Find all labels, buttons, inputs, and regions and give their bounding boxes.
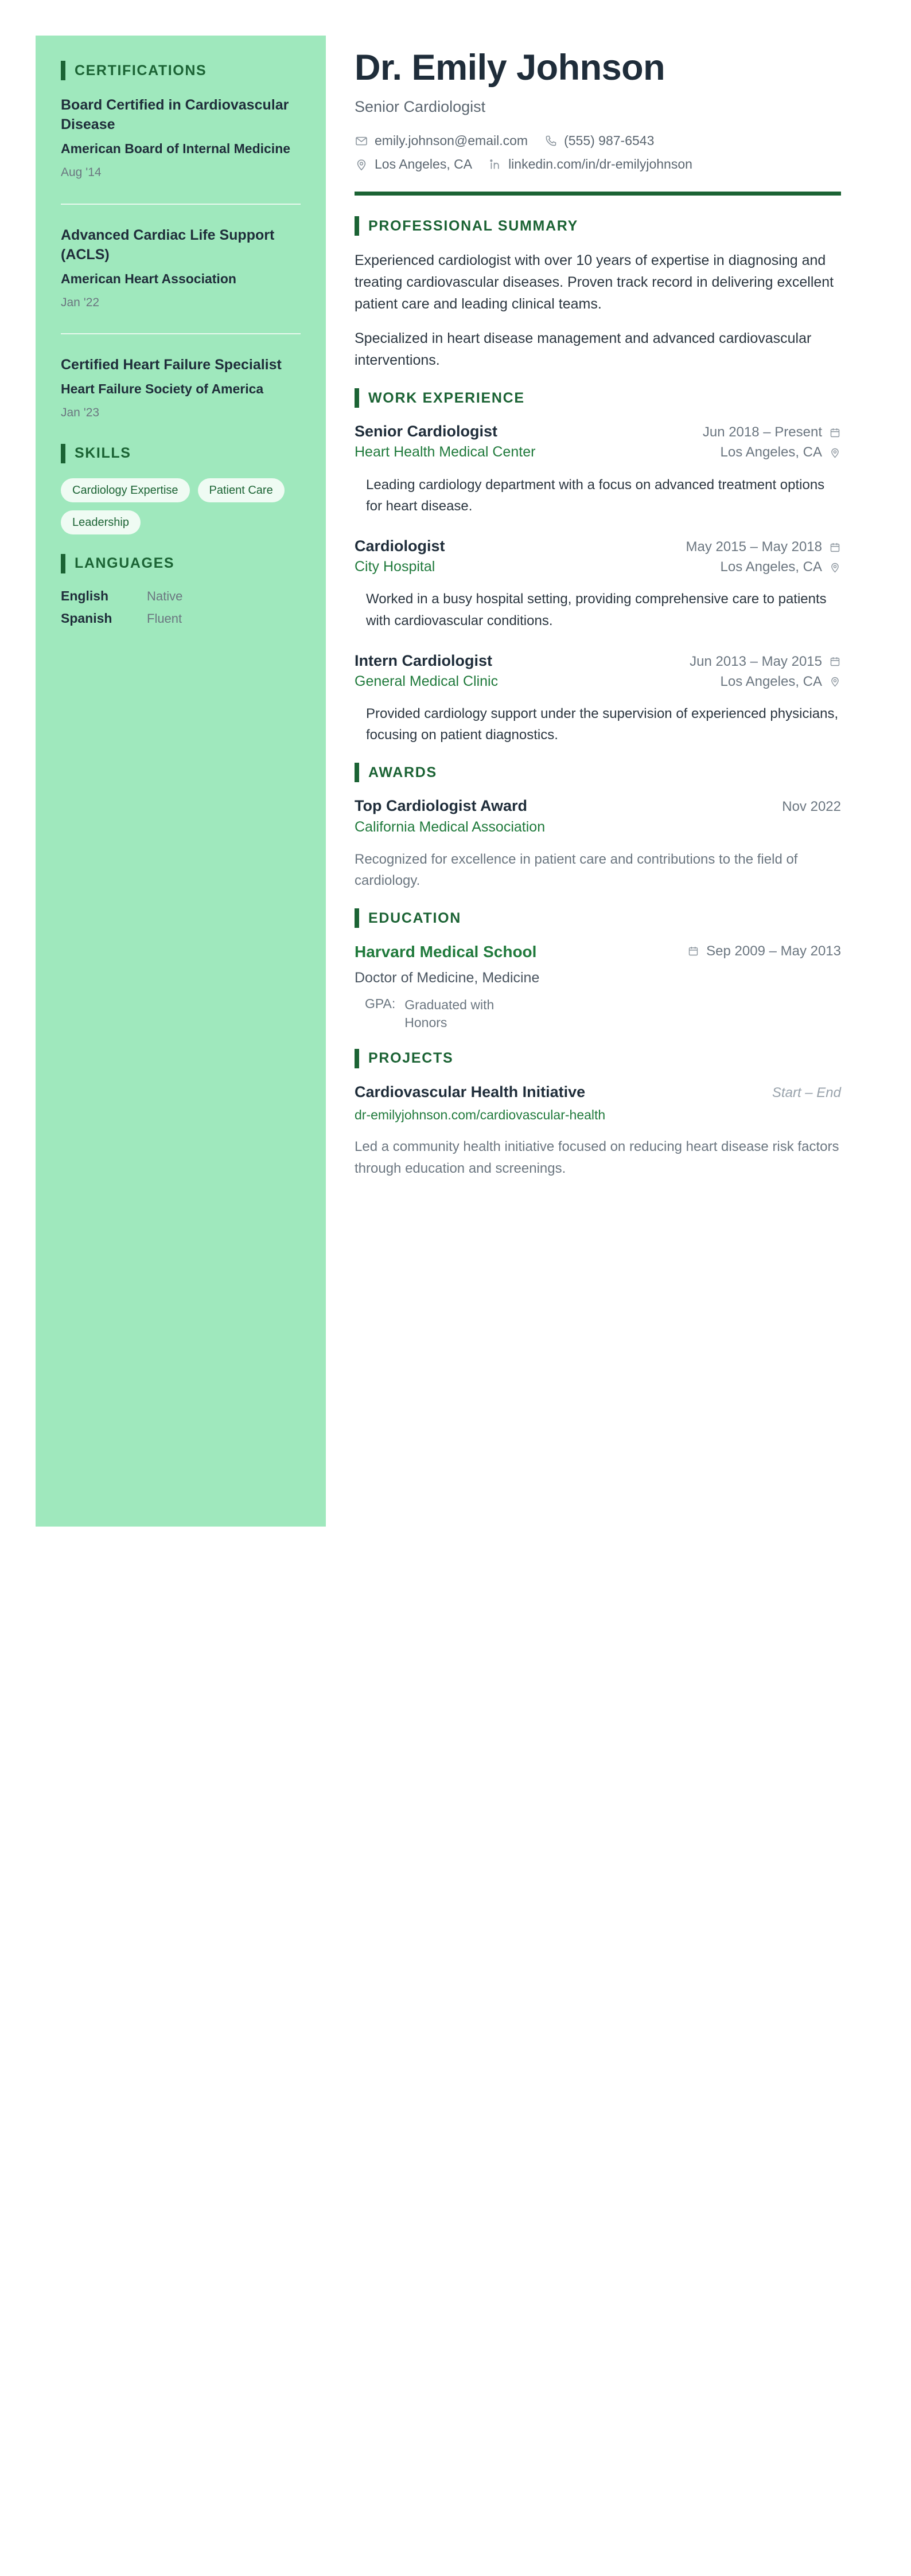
location-pin-icon [829,561,841,573]
education-gpa-row [355,996,841,1032]
work-dates [686,539,841,555]
work-description: Provided cardiology support under the supervision of experienced physicians, focusing on patient diagnostics. [366,706,839,743]
work-description: Worked in a busy hospital setting, providing comprehensive care to patients with cardiovascular conditions. [366,591,827,629]
header-divider [355,192,841,196]
project-title: Cardiovascular Health Initiative [355,1083,586,1100]
language-level: Native [147,588,183,603]
summary-paragraph: Experienced cardiologist with over 10 years of expertise in diagnosing and treating cardiovascular diseases. Proven track record in delivering excellent patient care and leading clinical teams. [355,252,834,313]
calendar-icon [687,945,699,957]
skill-pill: Patient Care [198,478,285,502]
phone-icon [544,134,558,148]
work-heading [355,388,841,408]
education-degree: Doctor of Medicine, Medicine [355,969,540,986]
contact-email-value: emily.johnson@email.com [375,133,528,149]
work-location [721,674,841,690]
location-pin-icon [829,447,841,459]
calendar-icon [829,427,841,439]
work-entry-org-row [355,556,841,577]
work-entry-title-row [355,536,841,556]
language-name: Spanish [61,610,112,626]
divider [61,333,301,334]
certification-item [61,355,301,424]
contact-location-value: Los Angeles, CA [375,157,473,172]
accent-bar [355,908,359,928]
award-title: Top Cardiologist Award [355,797,528,815]
education-school: Harvard Medical School [355,943,537,961]
languages-heading-label: LANGUAGES [75,555,175,572]
skills-heading [61,444,301,463]
project-url[interactable]: dr-emilyjohnson.com/cardiovascular-health [355,1107,606,1122]
calendar-icon [829,655,841,668]
work-job-title: Intern Cardiologist [355,651,493,669]
education-gpa-value: Graduated with Honors [404,997,495,1030]
project-date-range: Start – End [772,1084,841,1100]
award-entry [355,796,841,891]
work-heading-label: WORK EXPERIENCE [368,389,525,406]
work-company: General Medical Clinic [355,673,499,689]
certification-name: Board Certified in Cardiovascular Disease [61,97,289,132]
contact-linkedin[interactable] [488,157,692,172]
language-name: English [61,588,109,603]
work-location [721,444,841,460]
certification-name: Advanced Cardiac Life Support (ACLS) [61,227,275,263]
accent-bar [61,444,65,463]
candidate-name: Dr. Emily Johnson [355,48,665,88]
accent-bar [355,763,359,782]
work-entry-title-row [355,651,841,671]
skills-heading-label: SKILLS [75,445,131,462]
certification-item [61,95,301,184]
work-entry-title-row [355,421,841,442]
work-entry-org-row [355,671,841,692]
work-entry-org-row [355,442,841,462]
projects-heading [355,1049,841,1068]
candidate-headline: Senior Cardiologist [355,98,486,116]
accent-bar [355,1049,359,1068]
contact-row-secondary [355,157,841,172]
work-entry [355,651,841,746]
language-level: Fluent [147,611,182,626]
sidebar-section-skills [61,444,301,534]
main-content [326,36,875,1196]
divider [61,204,301,205]
work-dates-value: Jun 2018 – Present [702,424,822,440]
project-description: Led a community health initiative focused on reducing heart disease risk factors through education and screenings. [355,1139,839,1176]
project-title-row [355,1082,841,1102]
contact-linkedin-value: linkedin.com/in/dr-emilyjohnson [508,157,692,172]
section-awards [355,763,841,891]
sidebar [36,36,326,1527]
certification-item [61,225,301,314]
accent-bar [61,554,65,573]
awards-heading [355,763,841,782]
envelope-icon [355,134,368,148]
contact-row-primary [355,133,841,149]
languages-heading [61,554,301,573]
project-entry [355,1082,841,1179]
work-location-value: Los Angeles, CA [720,673,822,689]
contact-location [355,157,472,172]
award-date-value: Nov 2022 [782,799,841,815]
certification-issuer: Heart Failure Society of America [61,381,264,397]
contact-phone-value: (555) 987-6543 [564,133,655,149]
certification-date: Aug '14 [61,166,102,179]
award-description: Recognized for excellence in patient care and contributions to the field of cardiology. [355,851,798,888]
education-gpa-label: GPA: [365,996,396,1011]
skill-pill: Cardiology Expertise [61,478,190,502]
certification-issuer: American Board of Internal Medicine [61,141,291,156]
education-dates [687,943,841,959]
work-company: City Hospital [355,559,435,575]
section-projects [355,1049,841,1179]
awards-heading-label: AWARDS [368,764,437,780]
contact-phone[interactable] [544,133,654,149]
work-job-title: Senior Cardiologist [355,423,498,440]
work-dates [690,654,841,670]
sidebar-section-certifications [61,61,301,424]
work-entry [355,421,841,517]
certifications-heading [61,61,301,80]
education-dates-value: Sep 2009 – May 2013 [706,943,841,959]
accent-bar [355,388,359,408]
resume-body [36,36,875,1527]
language-row [61,611,301,626]
language-row [61,588,301,604]
summary-heading [355,216,841,236]
certification-date: Jan '22 [61,295,100,309]
education-entry [355,942,841,1032]
award-issuer: California Medical Association [355,818,546,835]
work-job-title: Cardiologist [355,537,445,555]
accent-bar [61,61,65,80]
education-title-row [355,942,841,962]
certifications-heading-label: CERTIFICATIONS [75,62,207,79]
work-dates-value: May 2015 – May 2018 [686,539,822,555]
section-professional-summary [355,216,841,371]
work-location-value: Los Angeles, CA [720,444,822,460]
certification-date: Jan '23 [61,406,100,420]
award-date [782,799,841,815]
work-location [721,559,841,575]
accent-bar [355,216,359,236]
projects-heading-label: PROJECTS [368,1050,454,1067]
skills-list [61,478,301,534]
section-education [355,908,841,1032]
location-pin-icon [355,158,368,171]
certification-name: Certified Heart Failure Specialist [61,357,282,373]
award-title-row [355,796,841,816]
linkedin-icon [488,158,502,171]
summary-paragraph: Specialized in heart disease management and advanced cardiovascular interventions. [355,330,812,369]
summary-heading-label: PROFESSIONAL SUMMARY [368,217,578,234]
calendar-icon [829,541,841,553]
education-heading-label: EDUCATION [368,910,462,926]
contact-email[interactable] [355,133,528,149]
education-heading [355,908,841,928]
work-company: Heart Health Medical Center [355,444,536,460]
work-description: Leading cardiology department with a focus on advanced treatment options for heart disease. [366,477,825,514]
work-entry [355,536,841,631]
certification-issuer: American Heart Association [61,271,236,286]
sidebar-section-languages [61,554,301,626]
work-dates-value: Jun 2013 – May 2015 [690,653,822,669]
work-dates [703,424,841,440]
work-location-value: Los Angeles, CA [720,559,822,575]
section-work-experience [355,388,841,746]
location-pin-icon [829,676,841,688]
skill-pill: Leadership [61,510,141,534]
